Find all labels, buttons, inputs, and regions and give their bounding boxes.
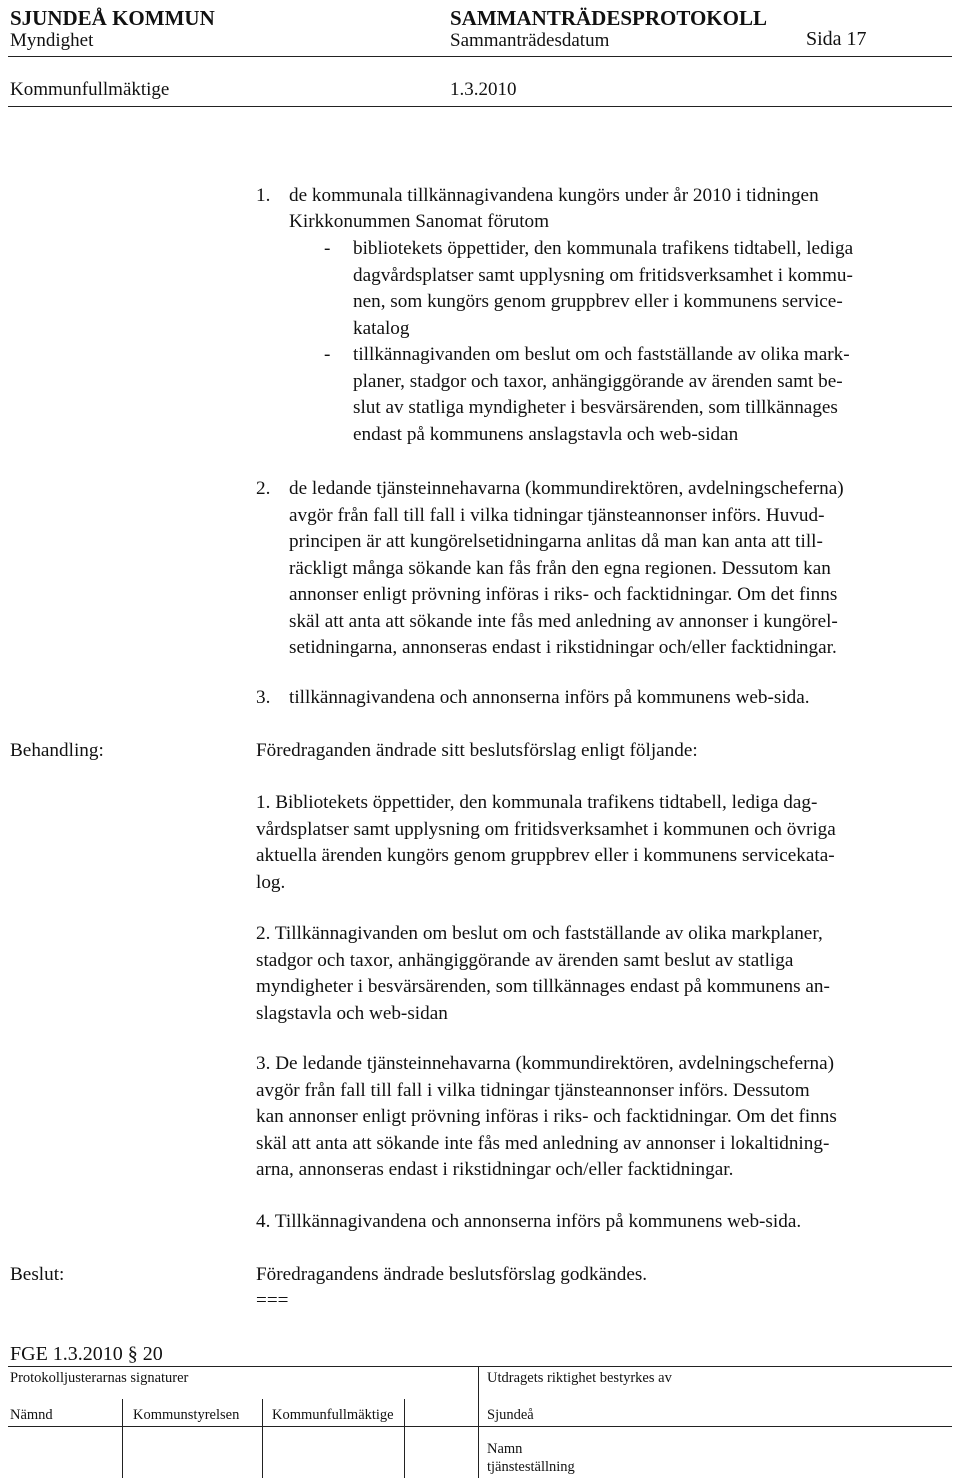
text-line: de kommunala tillkännagivandena kungörs under år 2010 i tidningen [289,185,819,206]
bullet-dash: - [324,238,331,259]
page-number: Sida 17 [806,28,867,50]
footer-mid-rule [8,1426,952,1427]
beslut-text: Föredragandens ändrade beslutsförslag godkändes. [256,1264,648,1285]
footer-divider [122,1399,123,1478]
text-line: stadgor och taxor, anhängiggörande av ärenden samt beslut av statliga [256,949,794,971]
text-line: 3. De ledande tjänsteinnehavarna (kommundirektören, avdelningscheferna) [256,1053,835,1074]
text-line: aktuella ärenden kungörs genom gruppbrev eller i kommunens servicekata- [256,845,835,866]
place: Sjundeå [487,1407,534,1423]
org-name: SJUNDEÅ KOMMUN [10,6,215,30]
meeting-date: 1.3.2010 [450,79,517,100]
item-2-text [289,476,844,662]
text-line: bibliotekets öppettider, den kommunala trafikens tidtabell, lediga [353,238,854,259]
item-3-text [289,685,810,712]
name-label: Namn [487,1441,523,1457]
text-line: vårdsplatser samt upplysning om fritidsverksamhet i kommunen och övriga [256,818,836,840]
behandling-point-2 [256,921,830,1027]
behandling-point-4 [256,1209,801,1236]
title-label: tjänsteställning [487,1459,575,1475]
bullet-1 [353,236,853,342]
authority: Kommunfullmäktige [10,79,170,100]
text-line: tillkännagivandena och annonserna införs på kommunens web-sida. [289,687,810,708]
text-line: 2. Tillkännagivanden om beslut om och fastställande av olika markplaner, [256,923,823,944]
text-line: principen är att kungörelsetidningarna anlitas då man kan anta att till- [289,531,823,552]
beslut-label: Beslut: [10,1264,65,1285]
text-line: Kirkkonummen Sanomat förutom [289,211,550,232]
text-line: 1. Bibliotekets öppettider, den kommunala trafikens tidtabell, lediga dag- [256,792,818,813]
namnd-label: Nämnd [10,1407,53,1423]
text-line: slut av statliga myndigheter i besvärsärenden, som tillkännages [353,397,838,418]
item-number: 3. [256,687,271,708]
text-line: slagstavla och web-sidan [256,1002,448,1024]
behandling-point-1 [256,790,836,896]
behandling-label: Behandling: [10,740,104,761]
authority-label: Myndighet [10,30,94,51]
item-number: 1. [256,185,271,206]
signer-body-1: Kommunstyrelsen [133,1407,240,1423]
text-line: dagvårdsplatser samt upplysning om fritidsverksamhet i kommu- [353,264,853,286]
text-line: arna, annonseras endast i rikstidningar och/eller facktidningar. [256,1159,734,1180]
text-line: myndigheter i besvärsärenden, som tillkännages endast på kommunens an- [256,976,830,997]
beslut-end-marker: === [256,1290,289,1311]
signatures-label: Protokolljusterarnas signaturer [10,1370,189,1386]
text-line: nen, som kungörs genom gruppbrev eller i kommunens service- [353,291,843,312]
text-line: 4. Tillkännagivandena och annonserna införs på kommunens web-sida. [256,1211,802,1232]
text-line: räckligt många sökande kan fås från den egna regionen. Dessutom kan [289,557,831,579]
text-line: setidningarna, annonseras endast i rikstidningar och/eller facktidningar. [289,637,837,658]
text-line: skäl att anta att sökande inte fås med anledning av annonser i kungörel- [289,610,838,632]
text-line: skäl att anta att sökande inte fås med anledning av annonser i lokaltidning- [256,1132,830,1154]
text-line: annonser enligt prövning införas i riks- och facktidningar. Om det finns [289,584,838,605]
signer-body-2: Kommunfullmäktige [272,1407,394,1423]
footer-divider [404,1399,405,1478]
certify-label: Utdragets riktighet bestyrkes av [487,1370,672,1386]
text-line: log. [256,871,286,893]
behandling-intro: Föredraganden ändrade sitt beslutsförslag enligt följande: [256,740,698,761]
behandling-point-3 [256,1051,837,1184]
item-number: 2. [256,478,271,499]
text-line: avgör från fall till fall i vilka tidningar tjänsteannonser införs. Huvud- [289,504,825,526]
date-label: Sammanträdesdatum [450,30,610,51]
footer-top-rule [8,1366,952,1367]
header-rule-2 [8,106,952,107]
reference-code: FGE 1.3.2010 § 20 [10,1343,163,1365]
footer-divider [262,1399,263,1478]
text-line: planer, stadgor och taxor, anhängiggörande av ärenden samt be- [353,370,843,392]
footer-divider [478,1366,479,1478]
item-1-text-2 [289,209,549,236]
text-line: katalog [353,317,410,339]
text-line: de ledande tjänsteinnehavarna (kommundirektören, avdelningscheferna) [289,478,844,499]
text-line: endast på kommunens anslagstavla och web-sidan [353,423,739,445]
text-line: kan annonser enligt prövning införas i riks- och facktidningar. Om det finns [256,1106,837,1127]
text-line: avgör från fall till fall i vilka tidningar tjänsteannonser införs. Dessutom [256,1079,810,1101]
bullet-2 [353,342,850,448]
document-type: SAMMANTRÄDESPROTOKOLL [450,6,767,30]
text-line: tillkännagivanden om beslut om och fastställande av olika mark- [353,344,850,365]
header-rule [8,56,952,57]
item-1-text [289,183,819,210]
bullet-dash: - [324,344,331,365]
